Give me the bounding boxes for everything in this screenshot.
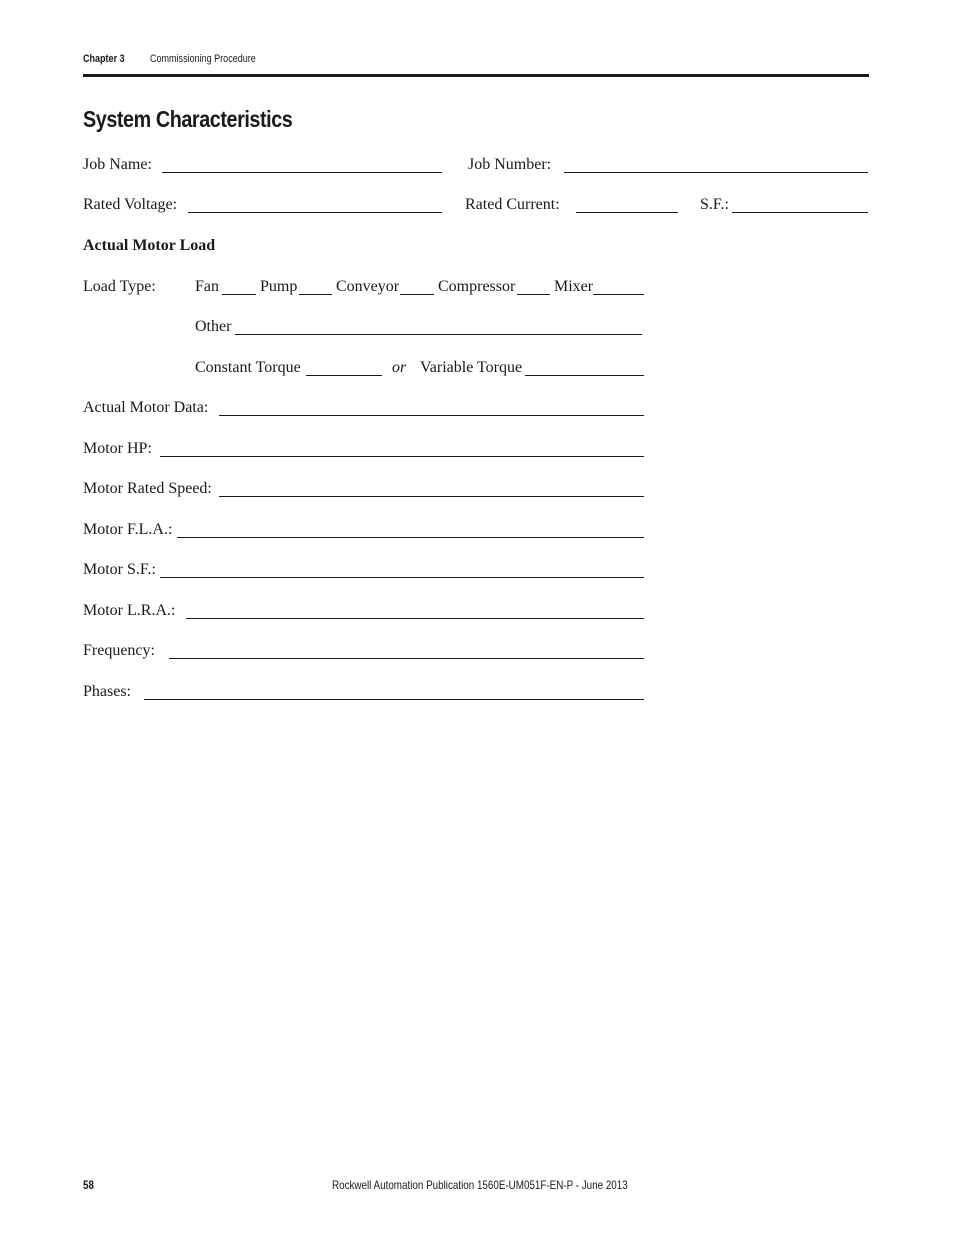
conveyor-line[interactable] (400, 294, 434, 295)
rated-current-label: Rated Current: (465, 196, 560, 213)
page-title: System Characteristics (83, 106, 293, 132)
frequency-label: Frequency: (83, 642, 155, 659)
motor-fla-label: Motor F.L.A.: (83, 521, 173, 538)
motor-rated-speed-line[interactable] (219, 496, 644, 497)
publication-info: Rockwell Automation Publication 1560E-UM051F-EN-P - June 2013 (332, 1178, 628, 1192)
motor-lra-line[interactable] (186, 618, 644, 619)
frequency-line[interactable] (169, 658, 644, 659)
other-line[interactable] (235, 334, 642, 335)
load-option-fan: Fan (195, 278, 219, 295)
fan-line[interactable] (222, 294, 256, 295)
load-option-mixer: Mixer (554, 278, 594, 295)
sf-label: S.F.: (700, 196, 729, 213)
motor-sf-label: Motor S.F.: (83, 561, 156, 578)
job-number-line[interactable] (564, 172, 868, 173)
phases-line[interactable] (144, 699, 644, 700)
actual-motor-load-heading: Actual Motor Load (83, 237, 216, 254)
job-number-label: Job Number: (468, 156, 552, 173)
compressor-line[interactable] (517, 294, 550, 295)
rated-voltage-label: Rated Voltage: (83, 196, 178, 213)
pump-line[interactable] (299, 294, 332, 295)
phases-label: Phases: (83, 683, 131, 700)
actual-motor-data-line[interactable] (219, 415, 644, 416)
motor-hp-label: Motor HP: (83, 440, 152, 457)
load-type-label: Load Type: (83, 278, 156, 295)
job-name-line[interactable] (162, 172, 442, 173)
motor-lra-label: Motor L.R.A.: (83, 602, 176, 619)
motor-sf-line[interactable] (160, 577, 644, 578)
variable-torque-label: Variable Torque (420, 359, 523, 376)
motor-hp-line[interactable] (160, 456, 644, 457)
header-rule (83, 74, 869, 77)
actual-motor-data-label: Actual Motor Data: (83, 399, 209, 416)
sf-line[interactable] (732, 212, 868, 213)
job-name-label: Job Name: (83, 156, 152, 173)
rated-current-line[interactable] (576, 212, 678, 213)
constant-torque-label: Constant Torque (195, 359, 301, 376)
motor-rated-speed-label: Motor Rated Speed: (83, 480, 212, 497)
page-number: 58 (83, 1178, 94, 1192)
section-label: Commissioning Procedure (150, 53, 256, 65)
load-option-compressor: Compressor (438, 278, 516, 295)
or-label: or (392, 359, 407, 376)
load-option-pump: Pump (260, 278, 298, 295)
mixer-line[interactable] (593, 294, 644, 295)
rated-voltage-line[interactable] (188, 212, 442, 213)
other-label: Other (195, 318, 232, 335)
constant-torque-line[interactable] (306, 375, 382, 376)
motor-fla-line[interactable] (177, 537, 644, 538)
variable-torque-line[interactable] (525, 375, 644, 376)
chapter-label: Chapter 3 (83, 53, 125, 65)
load-option-conveyor: Conveyor (336, 278, 400, 295)
